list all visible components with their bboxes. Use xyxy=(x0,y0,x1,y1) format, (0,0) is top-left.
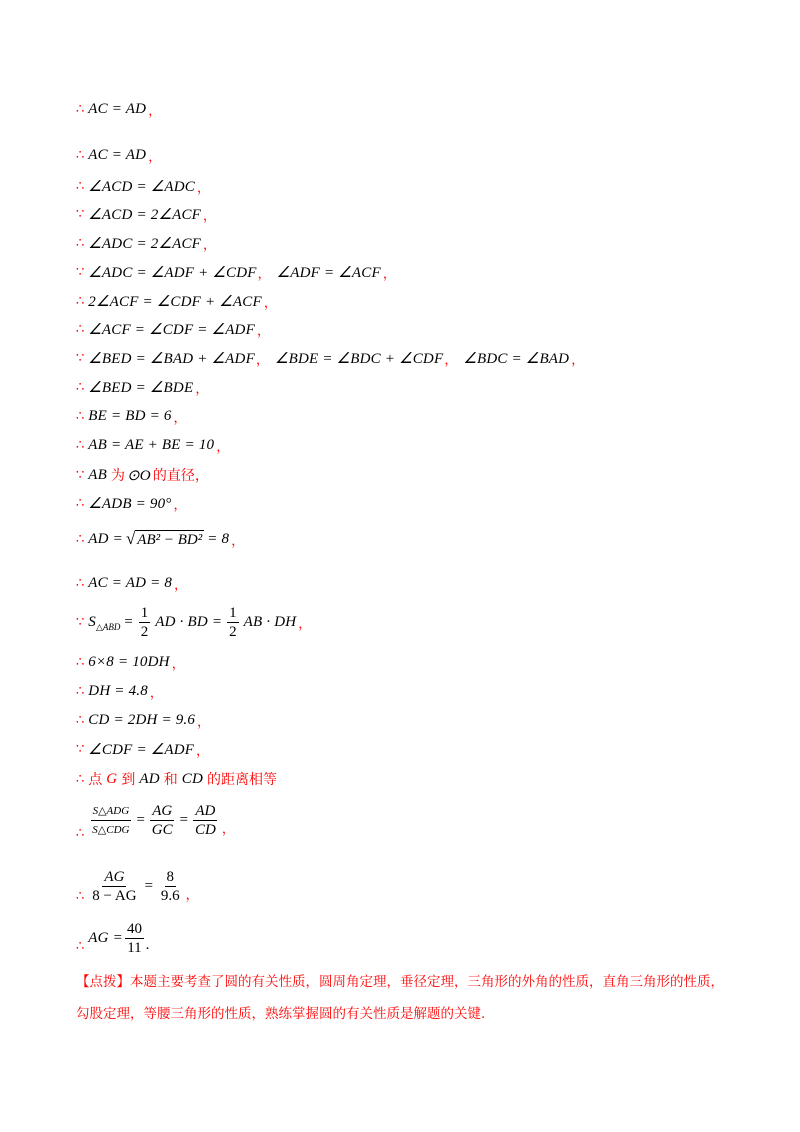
comma: ， xyxy=(203,238,217,253)
segment-ad: AD xyxy=(139,770,160,787)
comma: ， xyxy=(197,181,211,196)
equation: ∠BDC = ∠BAD xyxy=(463,351,570,367)
area-ratio-fraction xyxy=(90,802,131,839)
arc-equation: AC = AD xyxy=(88,101,147,117)
numerator: 1 xyxy=(140,605,149,621)
separator: ， xyxy=(255,353,269,368)
ad-lhs: AD = xyxy=(88,531,123,547)
comma: ， xyxy=(298,617,312,632)
ratio-fraction xyxy=(159,868,182,905)
equation: ∠ADC = ∠ADF + ∠CDF xyxy=(88,265,257,281)
area-rhs: AB · DH xyxy=(243,614,297,630)
text-wei: 为 xyxy=(111,468,126,484)
proof-line xyxy=(76,100,161,119)
therefore-symbol: ∴ xyxy=(76,939,85,954)
proof-line xyxy=(76,653,185,672)
text-distance-equal: 的距离相等 xyxy=(206,772,277,788)
ag-fraction xyxy=(90,868,138,905)
hint-label: 【点拨】 xyxy=(76,974,130,990)
therefore-symbol: ∴ xyxy=(76,713,85,728)
area-s: S xyxy=(88,614,96,630)
because-symbol: ∵ xyxy=(76,467,85,483)
result-line xyxy=(76,920,150,957)
proof-line xyxy=(76,292,277,311)
proof-line xyxy=(76,711,210,730)
numerator: AG xyxy=(152,803,173,819)
therefore-symbol: ∴ xyxy=(76,102,85,117)
denominator: 2 xyxy=(140,624,149,640)
ad-line xyxy=(76,530,244,549)
denominator: CD xyxy=(194,822,216,838)
proof-line xyxy=(76,146,161,165)
diameter-line xyxy=(76,465,209,485)
therefore-symbol: ∴ xyxy=(76,236,85,251)
numerator: S△ADG xyxy=(91,802,132,821)
numerator: 40 xyxy=(126,921,142,937)
equation: ∠ACD = ∠ADC xyxy=(88,179,195,195)
numerator: 1 xyxy=(229,605,237,621)
distance-line xyxy=(76,769,277,789)
comma: ， xyxy=(216,440,230,455)
because-symbol: ∵ xyxy=(76,351,85,366)
comma: ， xyxy=(174,578,188,593)
text-he: 和 xyxy=(163,772,178,788)
ag-gc-fraction xyxy=(150,802,175,839)
because-symbol: ∵ xyxy=(76,742,85,757)
text-dao: 到 xyxy=(121,772,136,788)
comma: ， xyxy=(263,296,277,311)
sqrt-expression xyxy=(126,530,204,549)
therefore-symbol: ∴ xyxy=(76,826,85,841)
text-dian: 点 xyxy=(88,772,103,788)
half-fraction xyxy=(139,604,151,641)
equation: ∠BED = ∠BDE xyxy=(88,380,194,396)
ratio-line: ∴ $\frac{\text{S△ADG}}{\text{S△CDG}}$ = $\frac{AG}{GC}$ = $\frac{AD}{CD}$ ， xyxy=(76,803,235,841)
proof-line xyxy=(76,320,270,339)
denominator: 8 − AG xyxy=(92,888,137,904)
proof-line xyxy=(76,740,209,759)
comma: ， xyxy=(185,888,199,903)
equation: 2∠ACF = ∠CDF + ∠ACF xyxy=(88,294,262,310)
therefore-symbol: ∴ xyxy=(76,322,85,337)
equation: AB = AE + BE = 10 xyxy=(88,437,215,453)
separator: ， xyxy=(444,353,458,368)
result-lhs: AG = xyxy=(88,930,123,946)
comma: ， xyxy=(195,382,209,397)
proof-line xyxy=(76,205,216,224)
because-symbol: ∵ xyxy=(76,265,85,280)
equation: ∠CDF = ∠ADF xyxy=(88,742,195,758)
equation: ∠ADC = 2∠ACF xyxy=(88,236,202,252)
half-fraction-2 xyxy=(227,604,239,641)
comma: ， xyxy=(221,822,235,837)
therefore-symbol: ∴ xyxy=(76,294,85,309)
therefore-symbol: ∴ xyxy=(76,496,85,511)
proof-line xyxy=(76,234,216,253)
proof-line xyxy=(76,263,396,282)
hint-paragraph xyxy=(76,966,736,1030)
therefore-symbol: ∴ xyxy=(76,148,85,163)
denominator: 2 xyxy=(229,624,237,640)
proof-line xyxy=(76,177,210,196)
comma: ， xyxy=(203,209,217,224)
denominator: 9.6 xyxy=(160,888,180,904)
equation: ∠BED = ∠BAD + ∠ADF xyxy=(88,351,255,367)
therefore-symbol: ∴ xyxy=(76,655,85,670)
equation: BE = BD = 6 xyxy=(88,408,172,424)
therefore-symbol: ∴ xyxy=(76,684,85,699)
proof-line xyxy=(76,436,229,455)
therefore-symbol: ∴ xyxy=(76,380,85,395)
proof-line xyxy=(76,349,584,368)
comma: ， xyxy=(173,411,187,426)
equation: ∠BDE = ∠BDC + ∠CDF xyxy=(274,351,444,367)
because-symbol: ∵ xyxy=(76,207,85,222)
area-line xyxy=(76,604,311,641)
point-g: G xyxy=(106,770,118,787)
denominator: GC xyxy=(151,822,173,838)
comma: ， xyxy=(148,104,162,119)
equation: DH = 4.8 xyxy=(88,683,148,699)
ad-rhs: = 8 xyxy=(207,531,230,547)
comma: ， xyxy=(231,534,245,549)
equation: AC = AD = 8 xyxy=(88,575,173,591)
area-subscript: △ABD xyxy=(95,622,121,632)
equation: AC = AD xyxy=(88,147,147,163)
ad-cd-fraction xyxy=(193,802,218,839)
denominator: S△CDG xyxy=(92,824,130,836)
equation: ∠ADF = ∠ACF xyxy=(276,265,381,281)
comma: ， xyxy=(173,498,187,513)
result-fraction xyxy=(125,920,144,957)
equals: = xyxy=(123,614,134,630)
comma: ， xyxy=(148,150,162,165)
equation-line: ∴ $\frac{AG}{8 - AG}$ = $\frac{8}{9.6}$ ， xyxy=(76,869,199,904)
equation: ∠ACF = ∠CDF = ∠ADF xyxy=(88,322,255,338)
proof-line xyxy=(76,574,187,593)
area-mid: AD · BD = xyxy=(155,614,223,630)
comma: ， xyxy=(197,715,211,730)
comma: ， xyxy=(382,267,396,282)
equation: CD = 2DH = 9.6 xyxy=(88,712,196,728)
numerator: 8 xyxy=(166,869,175,885)
therefore-symbol: ∴ xyxy=(76,409,85,424)
equation: ∠ADB = 90° xyxy=(88,496,172,512)
therefore-symbol: ∴ xyxy=(76,889,85,904)
denominator: 11 xyxy=(127,940,142,956)
numerator: AG xyxy=(104,869,125,885)
segment-cd: CD xyxy=(181,770,203,787)
because-symbol: ∵ xyxy=(76,615,85,630)
proof-line xyxy=(76,378,208,397)
radical-sign: √ xyxy=(125,529,136,548)
comma: ， xyxy=(196,744,210,759)
math-ab: AB xyxy=(88,466,108,483)
therefore-symbol: ∴ xyxy=(76,576,85,591)
separator: ， xyxy=(257,267,271,282)
proof-line xyxy=(76,494,187,513)
therefore-symbol: ∴ xyxy=(76,771,85,787)
comma: ， xyxy=(149,686,163,701)
hint-text: 本题主要考查了圆的有关性质，圆周角定理，垂径定理，三角形的外角的性质，直角三角形的性质，勾股定理，等腰三角形的性质，熟练掌握圆的有关性质是解题的关键. xyxy=(76,974,724,1022)
radicand: AB² − BD² xyxy=(137,532,203,548)
therefore-symbol: ∴ xyxy=(76,532,85,547)
therefore-symbol: ∴ xyxy=(76,438,85,453)
period: . xyxy=(145,937,150,953)
text-diameter: 的直径， xyxy=(152,468,209,484)
equation: ∠ACD = 2∠ACF xyxy=(88,207,202,223)
proof-line xyxy=(76,682,163,701)
numerator: AD xyxy=(195,803,216,819)
proof-line xyxy=(76,407,187,426)
equation: 6×8 = 10DH xyxy=(88,654,170,670)
comma: ， xyxy=(171,657,185,672)
comma: ， xyxy=(256,324,270,339)
therefore-symbol: ∴ xyxy=(76,179,85,194)
comma: ， xyxy=(571,353,585,368)
circle-o: ⊙O xyxy=(127,467,151,484)
